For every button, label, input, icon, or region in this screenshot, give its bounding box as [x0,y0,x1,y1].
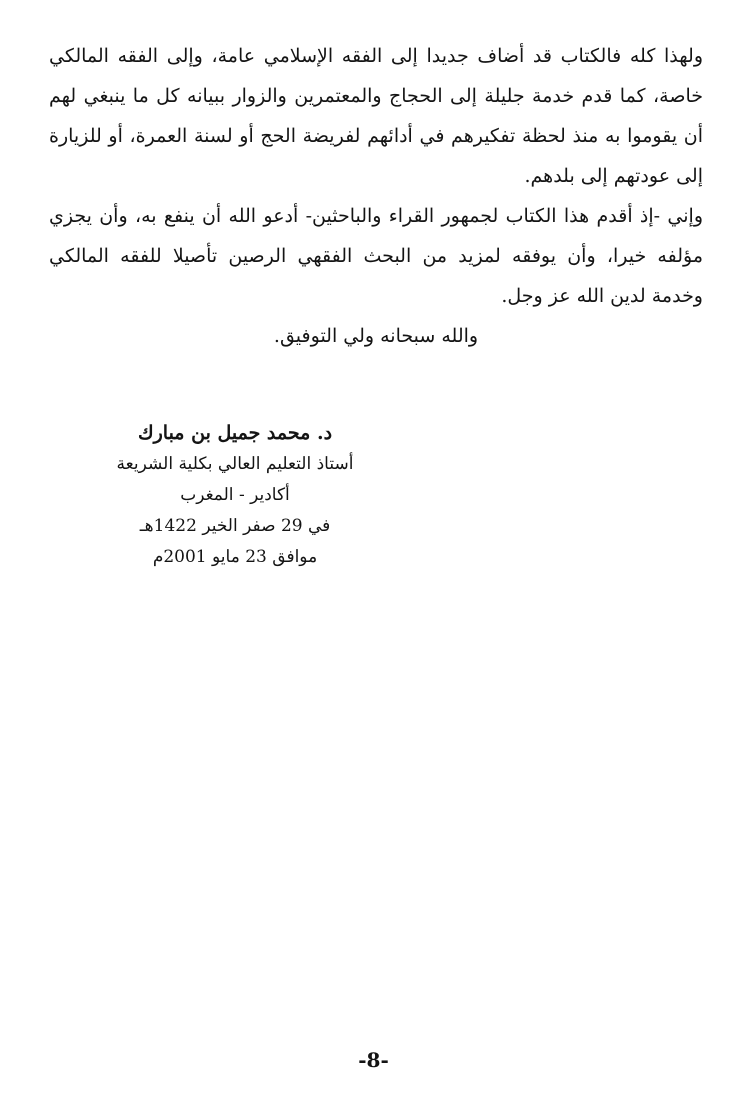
page-number: -8- [358,1048,389,1072]
paragraph-contribution: ولهذا كله فالكتاب قد أضاف جديدا إلى الفقه الإسلامي عامة، وإلى الفقه المالكي خاصة، كما قدم خدمة جليلة إلى الحجاج والمعتمرين والزوار ببيانه كل ما ينبغي لهم أن يقوموا به منذ لحظة تفكيرهم في أدائهم لفريضة الحج أو لسنة العمرة، أو للزيارة إلى عودتهم إلى بلدهم. [49,45,703,187]
date-gregorian: موافق 23 مايو 2001م [152,547,318,567]
author-title: أستاذ التعليم العالي بكلية الشريعة [116,454,354,474]
author-name: د. محمد جميل بن مبارك [137,422,333,444]
author-location: أكادير - المغرب [180,485,290,505]
body-text [49,36,703,356]
date-hijri: في 29 صفر الخير 1422هـ [139,516,331,536]
signature-block [110,418,360,573]
closing-phrase: والله سبحانه ولي التوفيق. [273,325,479,347]
paragraph-dedication: وإني -إذ أقدم هذا الكتاب لجمهور القراء والباحثين- أدعو الله أن ينفع به، وأن يجزي مؤلفه خيرا، وأن يوفقه لمزيد من البحث الفقهي الرصين تأصيلا للفقه المالكي وخدمة لدين الله عز وجل. [49,205,703,307]
